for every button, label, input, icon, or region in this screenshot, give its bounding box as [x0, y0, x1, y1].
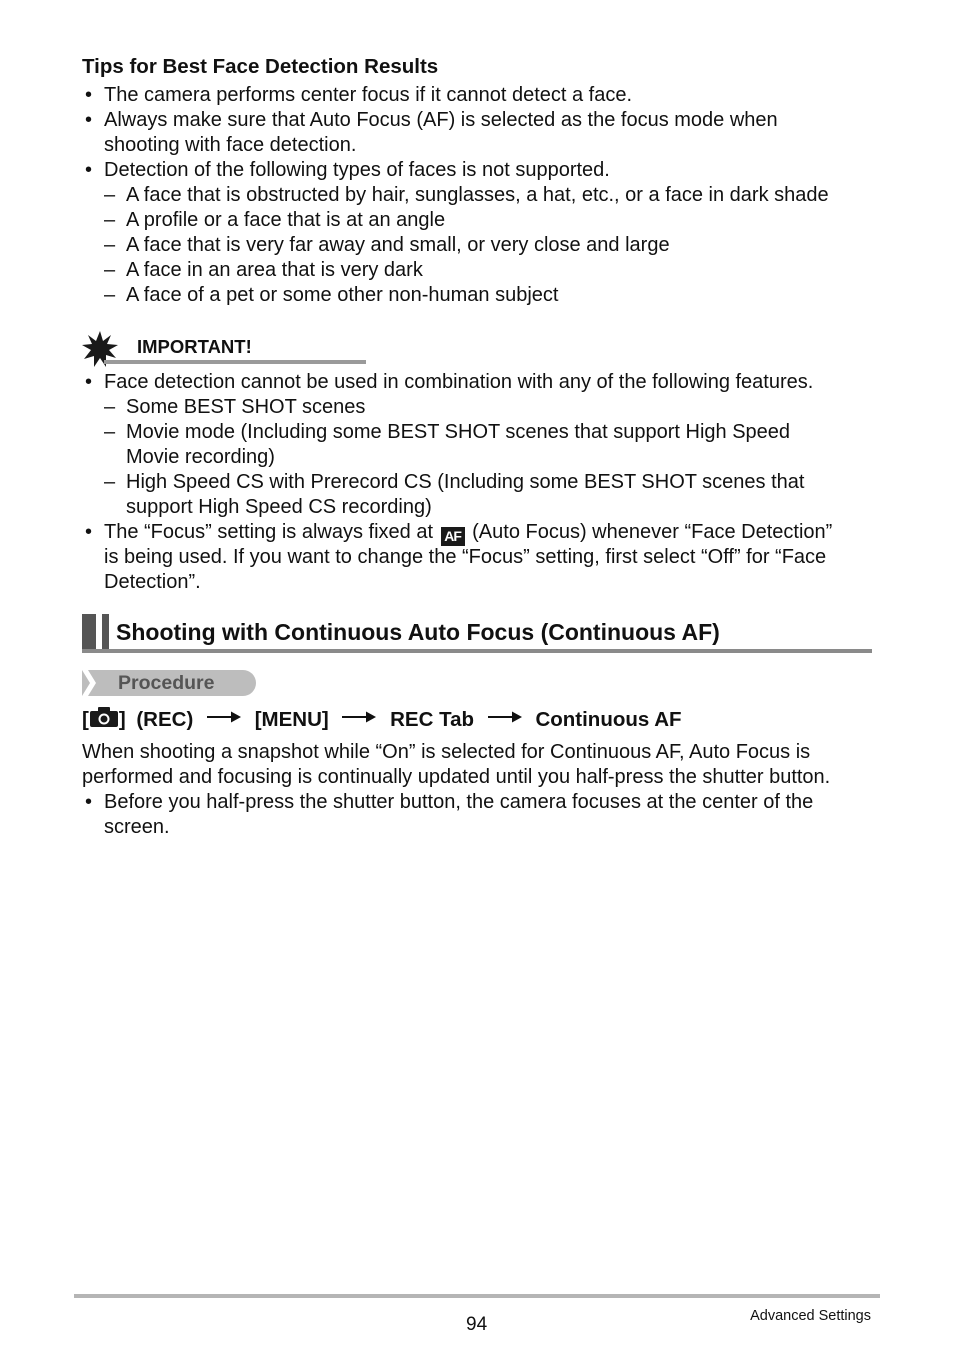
list-item [82, 183, 882, 208]
path-tab: REC Tab [390, 707, 475, 731]
list-item-text: shooting with face detection. [104, 134, 357, 156]
chevron-right-icon [82, 670, 100, 696]
bracket-open: [ [82, 707, 89, 731]
dash-mark: – [104, 471, 116, 493]
procedure-label: Procedure [118, 672, 215, 694]
list-item-text: High Speed CS with Prerecord CS (Including some BEST SHOT scenes that [126, 471, 805, 493]
body-bullets [82, 790, 882, 840]
focus-note-text: The “Focus” setting is always fixed at [104, 521, 434, 543]
list-item [82, 233, 882, 258]
list-item-text: Face detection cannot be used in combination with any of the following features. [104, 371, 814, 393]
dash-mark: – [104, 259, 116, 281]
dash-mark: – [104, 421, 116, 443]
page-number: 94 [466, 1314, 488, 1335]
list-item [82, 470, 882, 495]
list-item [82, 158, 882, 183]
important-rule [104, 360, 366, 364]
list-item-text: Always make sure that Auto Focus (AF) is selected as the focus mode when [104, 109, 778, 131]
list-item-text: support High Speed CS recording) [126, 496, 432, 518]
list-item [82, 520, 882, 545]
list-item [82, 395, 882, 420]
list-item-text: Movie mode (Including some BEST SHOT scenes that support High Speed [126, 421, 791, 443]
list-item-text: is being used. If you want to change the “Focus” setting, first select “Off” for “Face [104, 546, 827, 568]
dash-mark: – [104, 184, 116, 206]
section-heading [82, 614, 872, 654]
list-item-text: Before you half-press the shutter button, the camera focuses at the center of the [104, 791, 814, 813]
body-paragraph [82, 740, 882, 790]
list-item-text: Movie recording) [126, 446, 275, 468]
footer-section-name: Advanced Settings [750, 1308, 871, 1324]
dash-mark: – [104, 209, 116, 231]
list-item-text: A profile or a face that is at an angle [126, 209, 446, 231]
bullet-mark: • [85, 791, 93, 813]
arrow-right-icon [207, 711, 241, 723]
bullet-mark: • [85, 521, 93, 543]
list-item [82, 790, 882, 815]
body-line: performed and focusing is continually updated until you half-press the shutter button. [82, 766, 831, 788]
bullet-mark: • [85, 109, 93, 131]
list-item [82, 815, 882, 840]
bullet-mark: • [85, 159, 93, 181]
list-item [82, 370, 882, 395]
path-item: Continuous AF [535, 707, 682, 731]
list-item [82, 133, 882, 158]
list-item [82, 445, 882, 470]
list-item-text: A face that is obstructed by hair, sunglasses, a hat, etc., or a face in dark shade [126, 184, 829, 206]
camera-icon [89, 706, 119, 728]
list-item [82, 83, 882, 108]
bullet-mark: • [85, 84, 93, 106]
list-item-text: screen. [104, 816, 170, 838]
list-item-text: The camera performs center focus if it cannot detect a face. [104, 84, 633, 106]
list-item [82, 420, 882, 445]
list-item [82, 283, 882, 308]
list-item-text: Some BEST SHOT scenes [126, 396, 366, 418]
tips-list [82, 83, 882, 308]
bracket-close: ] [118, 707, 126, 731]
list-item [82, 570, 882, 595]
arrow-right-icon [342, 711, 376, 723]
focus-note-text-after: (Auto Focus) whenever “Face Detection” [472, 521, 833, 543]
footer-rule [74, 1294, 880, 1298]
list-item [82, 208, 882, 233]
dash-mark: – [104, 234, 116, 256]
list-item-text: A face that is very far away and small, or very close and large [126, 234, 670, 256]
path-rec: (REC) [136, 707, 194, 731]
list-item-text: Detection of the following types of faces is not supported. [104, 159, 610, 181]
section-title: Shooting with Continuous Auto Focus (Continuous AF) [116, 619, 720, 645]
list-item-text: Detection”. [104, 571, 201, 593]
dash-mark: – [104, 284, 116, 306]
list-item-text: A face in an area that is very dark [126, 259, 423, 281]
focus-note [82, 520, 882, 595]
body-line: When shooting a snapshot while “On” is selected for Continuous AF, Auto Focus is [82, 741, 811, 763]
path-menu: [MENU] [254, 707, 329, 731]
important-list [82, 370, 882, 520]
important-header [82, 331, 292, 363]
procedure-badge [82, 670, 257, 696]
arrow-right-icon [488, 711, 522, 723]
dash-mark: – [104, 396, 116, 418]
af-icon: AF [441, 527, 465, 546]
list-item [82, 495, 882, 520]
list-item [82, 108, 882, 133]
list-item [82, 258, 882, 283]
bullet-mark: • [85, 371, 93, 393]
important-label: IMPORTANT! [137, 336, 252, 357]
list-item-text: A face of a pet or some other non-human subject [126, 284, 559, 306]
list-item [82, 545, 882, 570]
tips-heading: Tips for Best Face Detection Results [82, 55, 439, 78]
menu-path [82, 705, 682, 733]
